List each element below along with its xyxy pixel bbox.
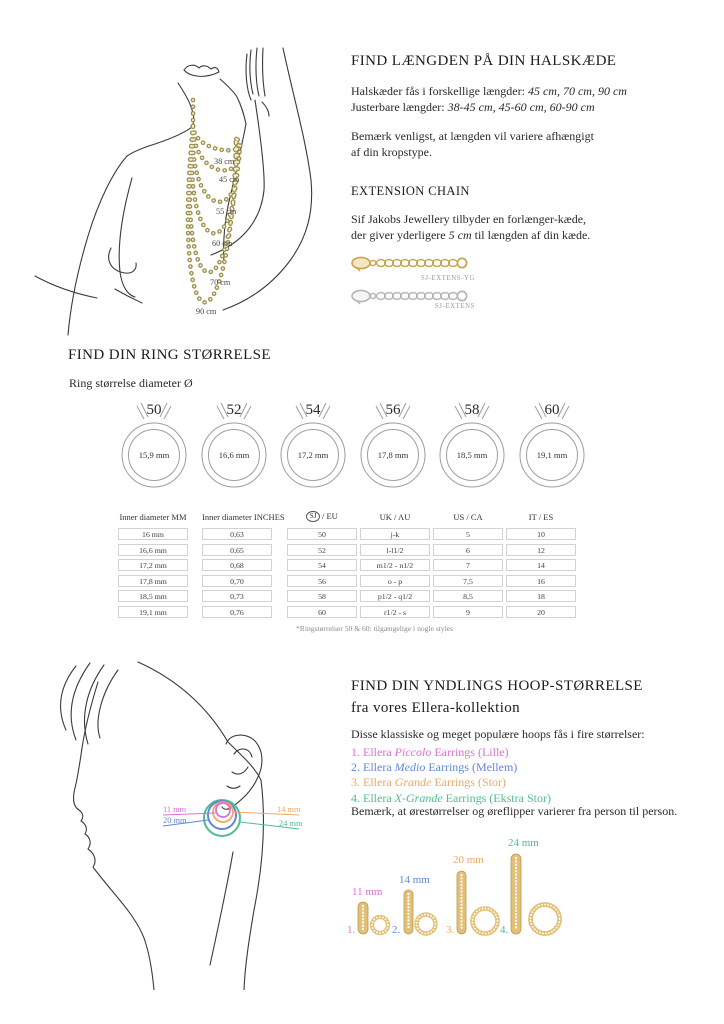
- silver-lobster-clasp: [352, 290, 370, 301]
- profile-outline: [61, 662, 264, 990]
- item-name: Piccolo: [394, 745, 432, 759]
- ring-diagram-54: [277, 398, 349, 496]
- cell-us: 6: [433, 544, 503, 556]
- ring-size-number: 54: [305, 402, 321, 418]
- waist-line: [35, 276, 97, 298]
- header-it-es: IT / ES: [528, 512, 554, 522]
- table-row: [118, 559, 576, 571]
- silver-extension-chain: [352, 290, 467, 304]
- hair-stroke-4: [98, 670, 118, 738]
- cell-uk: m1/2 - n1/2: [360, 559, 430, 571]
- cell-it: 12: [506, 544, 576, 556]
- head-back-line: [138, 662, 261, 780]
- cell-inches: 0,70: [202, 575, 272, 587]
- finger-line-2: [256, 48, 259, 96]
- hoop-product-24mm: [500, 837, 560, 936]
- cell-uk: r1/2 - s: [360, 606, 430, 618]
- jaw-line: [220, 79, 246, 124]
- hoop-intro-text: Disse klassiske og meget populære hoops fås i fire størrelser:: [351, 727, 645, 741]
- necklace-section-title: FIND LÆNGDEN PÅ DIN HALSKÆDE: [351, 53, 617, 69]
- cell-us: 5: [433, 528, 503, 540]
- hoop-size-list-item-piccolo: [351, 745, 551, 760]
- ring-diagram-52: [198, 398, 270, 496]
- ear-label-24mm: 24 mm: [279, 819, 303, 828]
- ring-drawing: [516, 398, 588, 496]
- lips-lower-line: [184, 70, 219, 76]
- cell-eu: 56: [287, 575, 357, 587]
- note-line2: af din kropstype.: [351, 144, 432, 159]
- table-row: [118, 590, 576, 602]
- ring-prong-right: [160, 403, 171, 419]
- hoop-circle-24mm: [204, 800, 240, 836]
- extension-line2: [351, 228, 590, 244]
- cell-uk: l-l1/2: [360, 544, 430, 556]
- header-uk-au: UK / AU: [379, 512, 411, 522]
- ext-italic: 5 cm: [448, 227, 472, 242]
- cell-mm: 19,1 mm: [118, 606, 188, 618]
- ring-diameter-value: 17,8 mm: [377, 450, 409, 460]
- product-size-label: 24 mm: [508, 837, 539, 849]
- necklace-lengths-line2: [351, 100, 627, 116]
- table-row: [118, 575, 576, 587]
- hoop-product-20mm: [446, 854, 498, 936]
- cell-uk: o - p: [360, 575, 430, 587]
- extension-line1: Sif Jakobs Jewellery tilbyder en forlænger-kæde,: [351, 212, 587, 226]
- item-name: Medio: [394, 760, 426, 775]
- ring-diagram-50: [118, 398, 190, 496]
- necklace-note-text: [351, 129, 594, 160]
- product-size-label: 11 mm: [352, 886, 383, 898]
- cell-eu: 50: [287, 528, 357, 540]
- finger-line-3: [263, 48, 265, 96]
- sj-logo-badge: SJ: [306, 511, 320, 522]
- header-eu-suffix: / EU: [319, 511, 338, 521]
- silver-chain-sku-label: SJ-EXTENS: [434, 303, 475, 310]
- cell-inches: 0,76: [202, 606, 272, 618]
- necklace-length-label: 38 cm: [214, 157, 235, 166]
- necklace-length-label: 60 cm: [212, 239, 233, 248]
- hoop-size-list: [351, 745, 551, 806]
- cell-eu: 58: [287, 590, 357, 602]
- ring-diagram-58: [436, 398, 508, 496]
- necklace-length-label: 70 cm: [210, 278, 231, 287]
- ring-diameter-value: 15,9 mm: [138, 450, 170, 460]
- item-name: Grande: [394, 775, 432, 790]
- cell-us: 9: [433, 606, 503, 618]
- ring-size-number: 56: [385, 402, 401, 418]
- necklace-strand-38: [193, 126, 240, 150]
- cell-mm: 16 mm: [118, 528, 188, 540]
- ring-drawing: [436, 398, 508, 496]
- hoop-product-images: [340, 833, 575, 963]
- cell-it: 10: [506, 528, 576, 540]
- hoop-circle-11mm: [216, 803, 230, 817]
- ring-size-number: 58: [464, 402, 480, 418]
- ring-drawing: [277, 398, 349, 496]
- item-post: Earrings (Ekstra Stor): [442, 790, 551, 805]
- waist-line-2: [115, 289, 142, 303]
- product-number: 4.: [500, 924, 509, 936]
- ring-prong-right: [558, 403, 569, 419]
- ear-label-20mm: 20 mm: [163, 816, 187, 825]
- header-sj-eu: [287, 511, 357, 522]
- item-pre: Ellera: [363, 790, 395, 805]
- cell-mm: 18,5 mm: [118, 590, 188, 602]
- product-number: 1.: [347, 924, 356, 936]
- ring-diameter-value: 18,5 mm: [457, 450, 488, 460]
- ear-label-14mm: 14 mm: [277, 805, 301, 814]
- neck-front-line: [210, 852, 233, 965]
- necklace-length-label: 55 cm: [216, 207, 237, 216]
- table-header-row: [118, 506, 576, 522]
- ring-size-number: 50: [146, 402, 162, 418]
- ear-inner-line-3: [227, 786, 240, 788]
- woman-outline: [35, 48, 312, 335]
- left-shoulder-line: [68, 156, 127, 335]
- gold-clasp-ring: [370, 260, 375, 265]
- ring-diameter-value: 16,6 mm: [218, 450, 249, 460]
- face-profile-line-drawing: [30, 660, 330, 990]
- silver-end-ring: [457, 291, 466, 300]
- ring-prong-right: [399, 403, 410, 419]
- woman-necklace-line-drawing: [15, 40, 345, 340]
- ring-section-subtitle: Ring størrelse diameter Ø: [69, 376, 193, 390]
- necklace-lengths-line1: [351, 84, 627, 100]
- cell-uk: j-k: [360, 528, 430, 540]
- necklace-lengths-text: [351, 84, 627, 115]
- ext-post: til længden af din kæde.: [471, 227, 591, 242]
- ear-label-11mm: 11 mm: [163, 805, 187, 814]
- ring-prong-right: [478, 403, 489, 419]
- header-inner-diameter-inches: Inner diameter INCHES: [202, 512, 285, 522]
- breast-line: [109, 248, 136, 273]
- line1-normal: Halskæder fås i forskellige længder:: [351, 84, 528, 98]
- product-number: 2.: [392, 924, 401, 936]
- item-name: X-Grande: [394, 790, 443, 805]
- item-post: Earrings (Lille): [431, 745, 509, 759]
- cell-uk: p1/2 - q1/2: [360, 590, 430, 602]
- hoop-product-11mm: [347, 886, 388, 936]
- necklace-length-label: 45 cm: [219, 175, 240, 184]
- table-row: [118, 606, 576, 618]
- cell-eu: 60: [287, 606, 357, 618]
- cell-it: 16: [506, 575, 576, 587]
- hoop-title-line2: fra vores Ellera-kollektion: [351, 700, 521, 716]
- ring-drawing: [357, 398, 429, 496]
- cell-mm: 16,6 mm: [118, 544, 188, 556]
- gold-extension-chain: [352, 257, 467, 271]
- ear-inner-line-2: [232, 767, 248, 774]
- cell-inches: 0,65: [202, 544, 272, 556]
- finger-line-1: [250, 50, 253, 94]
- ring-drawing: [198, 398, 270, 496]
- hoop-note-text: Bemærk, at ørestørrelser og øreflipper varierer fra person til person.: [351, 804, 678, 818]
- header-us-ca: US / CA: [453, 512, 483, 522]
- line2-normal: Justerbare længder:: [351, 99, 448, 114]
- cell-it: 18: [506, 590, 576, 602]
- silver-clasp-ring: [370, 293, 375, 298]
- item-number: 3.: [351, 775, 363, 790]
- item-pre: Ellera: [363, 775, 395, 790]
- hoop-title-line1: FIND DIN YNDLINGS HOOP-STØRRELSE: [351, 678, 643, 694]
- ring-section-title: FIND DIN RING STØRRELSE: [68, 347, 271, 363]
- item-number: 1.: [351, 745, 363, 759]
- ring-diameter-value: 17,2 mm: [297, 450, 329, 460]
- hoop-product-14mm: [392, 874, 436, 936]
- necklace-length-labels: [196, 157, 240, 316]
- left-inner-arm-line: [119, 178, 135, 297]
- ring-table-footnote: *Ringstørrelser 50 & 60: tilgængelige i nogle styles: [296, 624, 454, 633]
- cell-mm: 17,8 mm: [118, 575, 188, 587]
- ring-prong-right: [319, 403, 330, 419]
- item-post: Earrings (Stor): [431, 775, 506, 790]
- item-pre: Ellera: [363, 760, 395, 775]
- ring-size-diagrams: [118, 398, 588, 496]
- ring-size-table: [118, 506, 576, 622]
- neck-back-line: [244, 780, 263, 990]
- cell-mm: 17,2 mm: [118, 559, 188, 571]
- item-pre: Ellera: [363, 745, 395, 759]
- thumb-line: [262, 102, 269, 116]
- table-row: [118, 544, 576, 556]
- cell-it: 14: [506, 559, 576, 571]
- product-size-label: 20 mm: [453, 854, 484, 866]
- ring-size-number: 60: [544, 402, 560, 418]
- cell-us: 7: [433, 559, 503, 571]
- header-inner-diameter-mm: Inner diameter MM: [119, 512, 187, 522]
- ring-drawing: [118, 398, 190, 496]
- extension-chain-text: [351, 212, 590, 243]
- product-number: 3.: [446, 924, 455, 936]
- gold-chain-sku-label: SJ-EXTENS-YG: [420, 275, 475, 282]
- product-size-label: 14 mm: [399, 874, 430, 886]
- cell-us: 7,5: [433, 575, 503, 587]
- item-post: Earrings (Mellem): [425, 760, 518, 775]
- note-line1: Bemærk venligst, at længden vil variere afhængigt: [351, 129, 594, 143]
- ring-size-number: 52: [226, 402, 242, 418]
- cell-us: 8,5: [433, 590, 503, 602]
- extension-chain-heading: EXTENSION CHAIN: [351, 184, 470, 198]
- ring-prong-right: [240, 403, 251, 419]
- hoop-section-title: [351, 678, 643, 717]
- lips-line: [184, 65, 219, 72]
- gold-end-ring: [457, 258, 466, 267]
- ring-diagram-56: [357, 398, 429, 496]
- cell-inches: 0,63: [202, 528, 272, 540]
- ring-diagram-60: [516, 398, 588, 496]
- hoop-size-list-item-grande: [351, 775, 551, 790]
- cell-it: 20: [506, 606, 576, 618]
- line2-italic: 38-45 cm, 45-60 cm, 60-90 cm: [447, 99, 595, 114]
- necklace-length-label: 90 cm: [196, 307, 217, 316]
- cell-eu: 54: [287, 559, 357, 571]
- item-number: 2.: [351, 760, 363, 775]
- face-front-line: [74, 682, 154, 990]
- hoop-size-list-item-medio: [351, 760, 551, 775]
- left-neck-line: [127, 127, 192, 156]
- cell-inches: 0,73: [202, 590, 272, 602]
- hoop-front-pave: [372, 917, 388, 933]
- item-number: 4.: [351, 790, 363, 805]
- cell-inches: 0,68: [202, 559, 272, 571]
- line1-italic: 45 cm, 70 cm, 90 cm: [527, 84, 627, 98]
- table-row: [118, 528, 576, 540]
- gold-lobster-clasp: [352, 257, 370, 268]
- ext-pre: der giver yderligere: [351, 227, 449, 242]
- cell-eu: 52: [287, 544, 357, 556]
- ring-diameter-value: 19,1 mm: [536, 450, 568, 460]
